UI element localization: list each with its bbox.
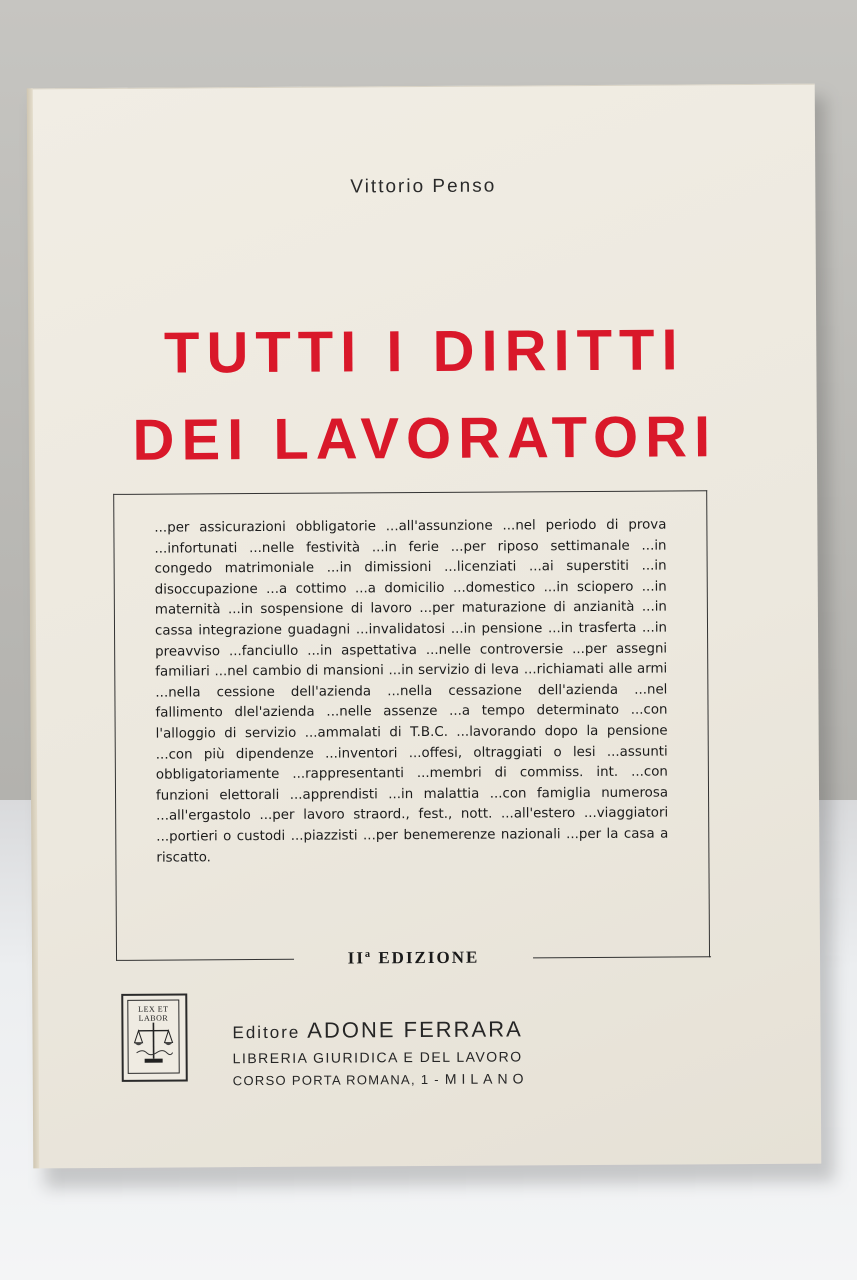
publisher-name-line [232, 1015, 592, 1047]
author-name: Vittorio Penso [350, 175, 497, 198]
book-title [32, 306, 817, 485]
title-line-1: TUTTI I DIRITTI [163, 317, 685, 386]
edition-row [116, 946, 711, 970]
logo-frame [127, 1000, 179, 1074]
book-cover [31, 84, 822, 1169]
publisher-subtitle: LIBRERIA GIURIDICA E DEL LAVORO [232, 1048, 523, 1067]
title-line-2: DEI LAVORATORI [132, 404, 718, 473]
publisher-block [232, 1015, 592, 1092]
scales-of-justice-icon [132, 1019, 174, 1069]
edition-rule-right [533, 956, 711, 958]
contents-frame [113, 490, 710, 961]
publisher-city: MILANO [444, 1070, 529, 1087]
logo-motto: LEX ET LABOR [138, 1004, 169, 1023]
publisher-address-line [233, 1067, 593, 1092]
publisher-name: ADONE FERRARA [307, 1016, 523, 1043]
publisher-logo [121, 993, 188, 1081]
publisher-prefix: Editore [232, 1022, 301, 1043]
edition-label: IIª EDIZIONE [347, 947, 480, 968]
contents-description: ...per assicurazioni obbligatorie ...all'assunzione ...nel periodo di prova ...infortunati ...nelle festività ...in ferie ...per riposo settimanale ...in congedo matrimoniale ...in dimissioni ...licenziati ...ai superstiti ...in disoccupazione ...a cottimo ...a domicilio ...domestico ...in sciopero ...in maternità ...in sospensione di lavoro ...per maturazione di anzianità ...in cassa integrazione guadagni ...invalidatosi ...in pensione ...in trasferta ...in preavviso ...fanciullo ...in aspettativa ...nelle controversie ...per assegni familiari ...nel cambio di mansioni ...in servizio di leva ...richiamati alle armi ...nella cessione dell'azienda ...nella cessazione dell'azienda ...nel fallimento dlel'azienda ...nelle assenze ...a tempo determinato ...con l'alloggio di servizio ...ammalati di T.B.C. ...lavorando dopo la pensione ...con più dipendenze ...inventori ...offesi, oltraggiati o lesi ...assunti obbligatoriamente ...rappresentanti ...membri di commiss. int. ...con funzioni elettorali ...apprendisti ...in malattia ...con famiglia numerosa ...all'ergastolo ...per lavoro straord., fest., nott. ...all'estero ...viaggiatori ...portieri o custodi ...piazzisti ...per benemerenze nazionali ...per la casa a riscatto. [154, 517, 669, 866]
edition-rule-left [116, 959, 294, 961]
publisher-address: CORSO PORTA ROMANA, 1 - [232, 1071, 440, 1089]
